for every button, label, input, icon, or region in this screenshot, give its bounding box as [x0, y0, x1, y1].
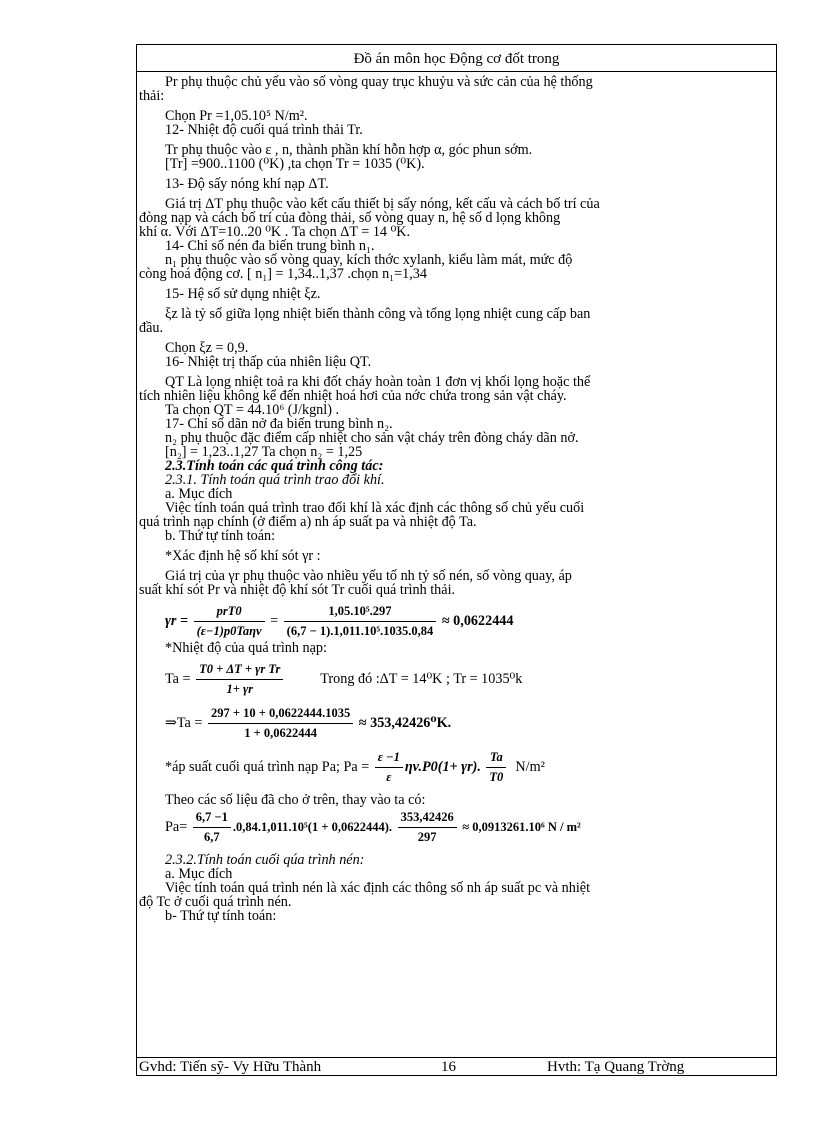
fraction — [196, 662, 283, 697]
paragraph: b. Thứ tự tính toán: — [165, 528, 276, 544]
paragraph: 14- Chỉ số nén đa biến trung bình n₁. — [165, 238, 375, 254]
denominator: ε — [386, 770, 392, 785]
paragraph: 16- Nhiệt trị thấp của nhiên liệu QT. — [165, 354, 372, 370]
denominator: 1 + 0,0622444 — [244, 726, 317, 741]
denominator: T0 — [489, 770, 504, 785]
page-header: Đồ án môn học Động cơ đốt trong — [353, 51, 560, 67]
numerator: 297 + 10 + 0,0622444.1035 — [208, 706, 353, 724]
equation-intake-temperature — [165, 659, 773, 699]
page-frame — [136, 44, 777, 1076]
paragraph: ξz là tỷ số giữa lọng nhiệt biến thành công và tổng lọng nhiệt cung cấp ban — [165, 306, 591, 322]
paragraph: [n₂] = 1,23..1,27 Ta chọn n₂ = 1,25 — [165, 444, 363, 460]
paragraph: n₂ phụ thuộc đặc điểm cấp nhiệt cho sản vật cháy trên đòng cháy dãn nở. — [165, 430, 579, 446]
equation-intake-temperature-value — [165, 703, 773, 743]
paragraph: Chọn Pr =1,05.10⁵ N/m². — [165, 108, 308, 124]
paragraph: b- Thứ tự tính toán: — [165, 908, 277, 924]
numerator: 353,42426 — [398, 810, 457, 828]
equation-note: Trong đó :ΔT = 14⁰K ; Tr = 1035⁰k — [320, 671, 523, 687]
equation-unit: N/m² — [515, 759, 545, 775]
paragraph: Việc tính toán quá trình nén là xác định các thông số nh áp suất pc và nhiệt — [165, 880, 591, 896]
header-divider — [137, 71, 776, 72]
paragraph: 15- Hệ số sử dụng nhiệt ξz. — [165, 286, 321, 302]
paragraph: 12- Nhiệt độ cuối quá trình thải Tr. — [165, 122, 363, 138]
fraction — [208, 706, 353, 741]
fraction — [194, 604, 265, 639]
equation-result: ≈ 0,0913261.10⁶ N / m² — [462, 820, 581, 834]
paragraph: Tr phụ thuộc vào ε , n, thành phần khí hỗn hợp α, góc phun sớm. — [165, 142, 533, 158]
equation-intake-pressure-value — [165, 807, 773, 847]
denominator: 6,7 — [204, 830, 220, 845]
equation-lhs: γr = — [165, 613, 189, 629]
paragraph: Chọn ξz = 0,9. — [165, 340, 249, 356]
paragraph: đầu. — [139, 320, 164, 336]
section-heading: 2.3.Tính toán các quá trình công tác: — [165, 458, 384, 474]
equation-lhs: Pa= — [165, 819, 188, 835]
numerator: ε −1 — [375, 750, 403, 768]
numerator: 6,7 −1 — [193, 810, 231, 828]
paragraph: đòng nạp và cách bố trí của đòng thải, số vòng quay n, hệ số d lọng không — [139, 210, 561, 226]
paragraph: thải: — [139, 88, 165, 104]
equation-term: .0,84.1,011.10⁵(1 + 0,0622444). — [232, 820, 393, 834]
paragraph: [Tr] =900..1100 (⁰K) ,ta chọn Tr = 1035 (⁰K). — [165, 156, 425, 172]
equation-intake-pressure — [165, 747, 773, 787]
paragraph: Giá trị của γr phụ thuộc vào nhiều yếu tố nh tỷ số nén, số vòng quay, áp — [165, 568, 572, 584]
fraction — [284, 604, 437, 639]
fraction — [398, 810, 457, 845]
paragraph: Ta chọn QT = 44.10⁶ (J/kgnl) . — [165, 402, 340, 418]
numerator: prT0 — [194, 604, 265, 622]
equation-lhs: Ta = — [165, 671, 191, 687]
paragraph: *Xác định hệ số khí sót γr : — [165, 548, 321, 564]
paragraph: n₁ phụ thuộc vào số vòng quay, kích thớc xylanh, kiểu làm mát, mức độ — [165, 252, 573, 268]
equation-residual-gas: γr = $\frac{\text{prT0}}{\text{(ε−1)p0Taηv}}$ = $\frac{\text{1,05.10⁵.297}}{\text{(6,7 − 1).1,011.10⁵.1035.0,84}}$ ≈ 0,0622444 — [165, 604, 514, 639]
subsection-heading: 2.3.2.Tính toán cuối qúa trình nén: — [165, 852, 365, 868]
paragraph: a. Mục đích — [165, 866, 233, 882]
numerator: Ta — [486, 750, 506, 768]
fraction — [486, 750, 506, 785]
paragraph: QT Là lọng nhiệt toả ra khi đốt cháy hoàn toàn 1 đơn vị khối lọng hoặc thể — [165, 374, 591, 390]
paragraph: khí α. Với ΔT=10..20 ⁰K . Ta chọn ΔT = 14 ⁰K. — [139, 224, 411, 240]
page-content — [139, 75, 773, 923]
equation-result: ≈ 353,42426⁰K. — [358, 715, 452, 731]
paragraph: a. Mục đích — [165, 486, 233, 502]
paragraph: tích nhiên liệu không kể đến nhiệt hoá hơi của nớc chứa trong sản vật cháy. — [139, 388, 567, 404]
fraction — [193, 810, 231, 845]
equation-lead: *áp suất cuối quá trình nạp Pa; Pa = — [165, 759, 370, 775]
equation-result: ≈ 0,0622444 — [441, 613, 514, 629]
denominator: (6,7 − 1).1,011.10⁵.1035.0,84 — [286, 624, 434, 639]
numerator: 1,05.10⁵.297 — [284, 604, 437, 622]
paragraph: độ Tc ở cuối quá trình nén. — [139, 894, 292, 910]
paragraph: suất khí sót Pr và nhiệt độ khí sót Tr cuối quá trình thải. — [139, 582, 456, 598]
fraction — [375, 750, 403, 785]
footer-student: Hvth: Tạ Quang Trờng — [547, 1059, 685, 1075]
paragraph: 13- Độ sấy nóng khí nạp ΔT. — [165, 176, 329, 192]
paragraph: *Nhiệt độ của quá trình nạp: — [165, 640, 327, 656]
page-number: 16 — [441, 1059, 456, 1075]
paragraph: Pr phụ thuộc chủ yếu vào số vòng quay trục khuỷu và sức cản của hệ thống — [165, 74, 593, 90]
numerator: T0 + ΔT + γr Tr — [196, 662, 283, 680]
page-footer — [137, 1059, 776, 1077]
paragraph: còng hoá động cơ. [ n₁] = 1,34..1,37 .chọn n₁=1,34 — [139, 266, 427, 282]
denominator: 297 — [417, 830, 437, 845]
paragraph: 17- Chỉ số dãn nở đa biến trung bình n₂. — [165, 416, 393, 432]
equation-term: ηv.P0(1+ γr). — [404, 759, 481, 775]
equation-lhs: ⇒Ta = — [165, 715, 203, 731]
subsection-heading: 2.3.1. Tính toán quá trình trao đổi khí. — [165, 472, 385, 488]
footer-divider — [137, 1057, 776, 1058]
paragraph: Theo các số liệu đã cho ở trên, thay vào ta có: — [165, 792, 426, 808]
paragraph: Giá trị ΔT phụ thuộc vào kết cấu thiết bị sấy nóng, kết cấu và cách bố trí của — [165, 196, 600, 212]
footer-supervisor: Gvhd: Tiến sỹ- Vy Hữu Thành — [139, 1059, 322, 1075]
paragraph: quá trình nạp chính (ở điểm a) nh áp suất pa và nhiệt độ Ta. — [139, 514, 477, 530]
denominator: 1+ γr — [226, 682, 254, 697]
denominator: (ε−1)p0Taηv — [196, 624, 262, 639]
paragraph: Việc tính toán quá trình trao đổi khí là xác định các thông số chủ yếu cuối — [165, 500, 585, 516]
